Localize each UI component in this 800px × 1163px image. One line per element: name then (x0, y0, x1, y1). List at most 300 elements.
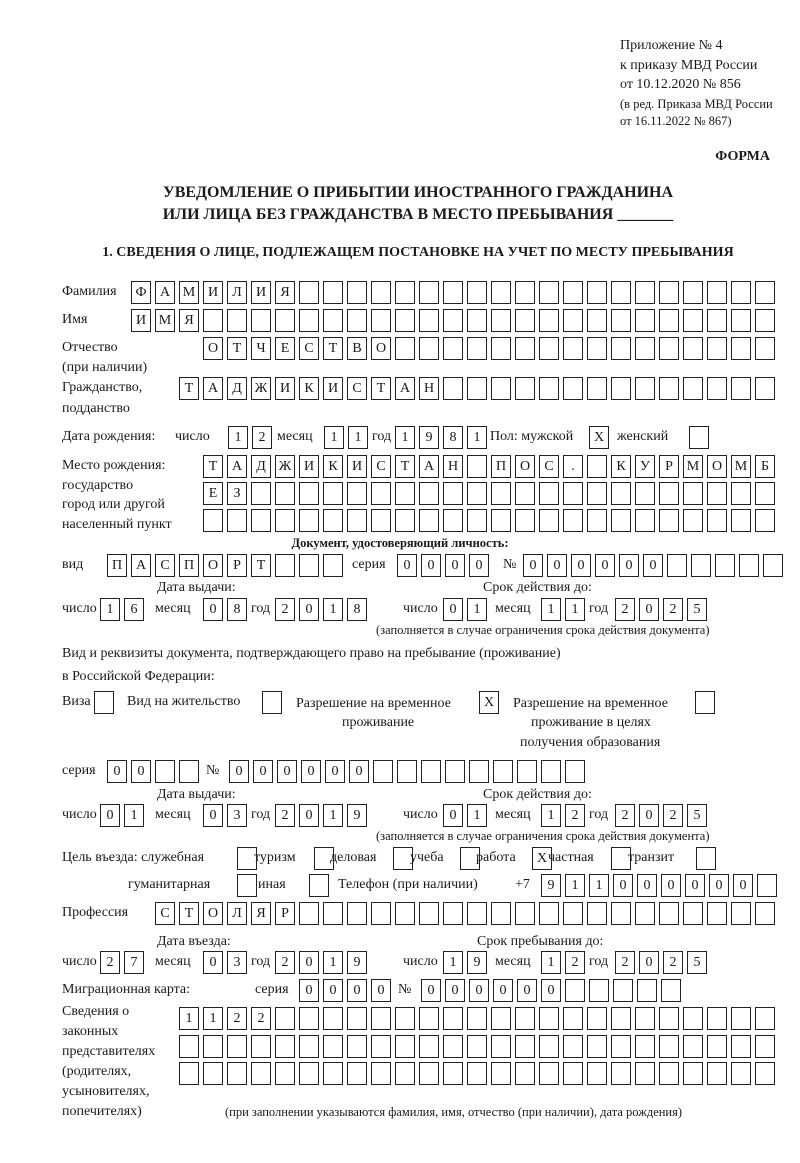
surname-box[interactable] (707, 281, 727, 304)
representatives-box[interactable] (659, 1007, 679, 1030)
representatives-box[interactable] (443, 1062, 463, 1085)
year-box[interactable]: 9 (347, 951, 367, 974)
birthplace-box[interactable] (251, 482, 271, 505)
birthplace-box[interactable] (443, 509, 463, 532)
citizenship-box[interactable] (515, 377, 535, 400)
birthplace-box[interactable] (635, 509, 655, 532)
representatives-box[interactable] (563, 1035, 583, 1058)
number-box[interactable] (715, 554, 735, 577)
year-box[interactable]: 0 (639, 598, 659, 621)
purpose-other-checkbox[interactable] (309, 874, 329, 897)
representatives-box[interactable] (275, 1062, 295, 1085)
citizenship-box[interactable]: С (347, 377, 367, 400)
representatives-box[interactable] (539, 1062, 559, 1085)
number-box[interactable] (661, 979, 681, 1002)
representatives-box[interactable] (299, 1035, 319, 1058)
birthplace-box[interactable] (659, 509, 679, 532)
month-box[interactable]: 2 (565, 951, 585, 974)
year-box[interactable]: 1 (395, 426, 415, 449)
birthplace-box[interactable]: С (539, 455, 559, 478)
representatives-box[interactable] (731, 1035, 751, 1058)
year-box[interactable]: 2 (615, 951, 635, 974)
citizenship-box[interactable]: К (299, 377, 319, 400)
day-box[interactable]: 1 (467, 598, 487, 621)
citizenship-box[interactable] (635, 377, 655, 400)
number-box[interactable] (397, 760, 417, 783)
surname-box[interactable]: И (203, 281, 223, 304)
profession-box[interactable] (395, 902, 415, 925)
birthplace-box[interactable] (275, 509, 295, 532)
doc-type-box[interactable]: С (155, 554, 175, 577)
year-box[interactable]: 1 (323, 804, 343, 827)
number-box[interactable] (763, 554, 783, 577)
representatives-box[interactable] (563, 1007, 583, 1030)
birthplace-box[interactable]: И (299, 455, 319, 478)
birthplace-box[interactable] (635, 482, 655, 505)
birthplace-box[interactable] (395, 482, 415, 505)
phone-box[interactable]: 0 (637, 874, 657, 897)
number-box[interactable] (667, 554, 687, 577)
birthplace-box[interactable]: Е (203, 482, 223, 505)
representatives-box[interactable] (683, 1035, 703, 1058)
month-box[interactable]: 3 (227, 951, 247, 974)
patronymic-box[interactable] (515, 337, 535, 360)
phone-box[interactable]: 9 (541, 874, 561, 897)
representatives-box[interactable] (323, 1035, 343, 1058)
profession-box[interactable]: Р (275, 902, 295, 925)
month-box[interactable]: 8 (227, 598, 247, 621)
representatives-box[interactable] (371, 1035, 391, 1058)
profession-box[interactable]: Т (179, 902, 199, 925)
birthplace-box[interactable]: Н (443, 455, 463, 478)
number-box[interactable] (469, 760, 489, 783)
representatives-box[interactable] (347, 1062, 367, 1085)
surname-box[interactable] (395, 281, 415, 304)
phone-box[interactable]: 1 (589, 874, 609, 897)
citizenship-box[interactable]: И (323, 377, 343, 400)
profession-box[interactable] (659, 902, 679, 925)
representatives-box[interactable] (635, 1062, 655, 1085)
name-box[interactable] (491, 309, 511, 332)
patronymic-box[interactable] (611, 337, 631, 360)
name-box[interactable] (659, 309, 679, 332)
number-box[interactable] (445, 760, 465, 783)
birthplace-box[interactable] (539, 509, 559, 532)
phone-box[interactable]: 0 (685, 874, 705, 897)
number-box[interactable]: 0 (253, 760, 273, 783)
citizenship-box[interactable] (443, 377, 463, 400)
year-box[interactable]: 2 (663, 598, 683, 621)
surname-box[interactable] (419, 281, 439, 304)
profession-box[interactable]: Л (227, 902, 247, 925)
representatives-box[interactable] (371, 1007, 391, 1030)
name-box[interactable] (371, 309, 391, 332)
year-box[interactable]: 5 (687, 951, 707, 974)
patronymic-box[interactable] (683, 337, 703, 360)
number-box[interactable] (589, 979, 609, 1002)
birthplace-box[interactable] (467, 509, 487, 532)
number-box[interactable] (565, 760, 585, 783)
month-box[interactable]: 3 (227, 804, 247, 827)
year-box[interactable]: 2 (663, 951, 683, 974)
year-box[interactable]: 2 (615, 804, 635, 827)
surname-box[interactable]: Я (275, 281, 295, 304)
birthplace-box[interactable] (323, 482, 343, 505)
number-box[interactable]: 0 (277, 760, 297, 783)
representatives-box[interactable] (707, 1062, 727, 1085)
birthplace-box[interactable] (587, 482, 607, 505)
surname-box[interactable]: М (179, 281, 199, 304)
birthplace-box[interactable] (299, 509, 319, 532)
citizenship-box[interactable] (587, 377, 607, 400)
number-box[interactable]: 0 (445, 979, 465, 1002)
name-box[interactable] (323, 309, 343, 332)
citizenship-box[interactable]: А (203, 377, 223, 400)
birthplace-box[interactable] (611, 482, 631, 505)
year-box[interactable]: 0 (639, 804, 659, 827)
name-box[interactable] (635, 309, 655, 332)
representatives-box[interactable] (227, 1062, 247, 1085)
patronymic-box[interactable]: Е (275, 337, 295, 360)
birthplace-box[interactable] (707, 509, 727, 532)
phone-box[interactable]: 1 (565, 874, 585, 897)
number-box[interactable]: 0 (493, 979, 513, 1002)
series-box[interactable] (179, 760, 199, 783)
patronymic-box[interactable] (707, 337, 727, 360)
birthplace-box[interactable]: Б (755, 455, 775, 478)
birthplace-box[interactable] (683, 509, 703, 532)
surname-box[interactable] (587, 281, 607, 304)
name-box[interactable] (707, 309, 727, 332)
patronymic-box[interactable] (539, 337, 559, 360)
surname-box[interactable] (755, 281, 775, 304)
profession-box[interactable] (635, 902, 655, 925)
representatives-box[interactable]: 2 (251, 1007, 271, 1030)
representatives-box[interactable] (323, 1062, 343, 1085)
profession-box[interactable] (419, 902, 439, 925)
year-box[interactable]: 9 (419, 426, 439, 449)
citizenship-box[interactable]: Т (371, 377, 391, 400)
representatives-box[interactable] (683, 1062, 703, 1085)
number-box[interactable]: 0 (301, 760, 321, 783)
patronymic-box[interactable] (755, 337, 775, 360)
representatives-box[interactable] (683, 1007, 703, 1030)
year-box[interactable]: 0 (299, 804, 319, 827)
profession-box[interactable] (371, 902, 391, 925)
birthplace-box[interactable] (659, 482, 679, 505)
day-box[interactable]: 0 (443, 598, 463, 621)
representatives-box[interactable] (659, 1062, 679, 1085)
representatives-box[interactable]: 1 (203, 1007, 223, 1030)
citizenship-box[interactable] (683, 377, 703, 400)
number-box[interactable]: 0 (643, 554, 663, 577)
representatives-box[interactable] (179, 1035, 199, 1058)
profession-box[interactable]: О (203, 902, 223, 925)
series-box[interactable]: 0 (397, 554, 417, 577)
year-box[interactable]: 0 (299, 951, 319, 974)
phone-box[interactable]: 0 (733, 874, 753, 897)
birthplace-box[interactable]: О (707, 455, 727, 478)
birthplace-box[interactable] (515, 482, 535, 505)
temp-residence-education-checkbox[interactable] (695, 691, 715, 714)
month-box[interactable]: 1 (324, 426, 344, 449)
purpose-transit-checkbox[interactable] (696, 847, 716, 870)
number-box[interactable]: 0 (469, 979, 489, 1002)
surname-box[interactable] (467, 281, 487, 304)
citizenship-box[interactable] (755, 377, 775, 400)
birthplace-box[interactable] (419, 509, 439, 532)
doc-type-box[interactable] (299, 554, 319, 577)
month-box[interactable]: 1 (541, 951, 561, 974)
name-box[interactable] (275, 309, 295, 332)
year-box[interactable]: 1 (467, 426, 487, 449)
day-box[interactable]: 2 (100, 951, 120, 974)
birthplace-box[interactable] (371, 509, 391, 532)
name-box[interactable] (539, 309, 559, 332)
birthplace-box[interactable]: М (731, 455, 751, 478)
representatives-box[interactable] (467, 1062, 487, 1085)
representatives-box[interactable] (563, 1062, 583, 1085)
citizenship-box[interactable] (707, 377, 727, 400)
phone-box[interactable]: 0 (661, 874, 681, 897)
surname-box[interactable] (539, 281, 559, 304)
year-box[interactable]: 8 (347, 598, 367, 621)
name-box[interactable] (227, 309, 247, 332)
citizenship-box[interactable]: Н (419, 377, 439, 400)
number-box[interactable]: 0 (421, 979, 441, 1002)
citizenship-box[interactable]: Т (179, 377, 199, 400)
year-box[interactable]: 0 (639, 951, 659, 974)
birthplace-box[interactable] (275, 482, 295, 505)
surname-box[interactable] (611, 281, 631, 304)
patronymic-box[interactable] (467, 337, 487, 360)
name-box[interactable] (563, 309, 583, 332)
birthplace-box[interactable] (323, 509, 343, 532)
patronymic-box[interactable] (731, 337, 751, 360)
purpose-humanitarian-checkbox[interactable] (237, 874, 257, 897)
series-box[interactable]: 0 (107, 760, 127, 783)
birthplace-box[interactable] (611, 509, 631, 532)
series-box[interactable]: 0 (469, 554, 489, 577)
series-box[interactable]: 0 (347, 979, 367, 1002)
birthplace-box[interactable] (587, 455, 607, 478)
name-box[interactable] (299, 309, 319, 332)
representatives-box[interactable] (443, 1007, 463, 1030)
representatives-box[interactable] (731, 1007, 751, 1030)
patronymic-box[interactable]: О (203, 337, 223, 360)
citizenship-box[interactable]: И (275, 377, 295, 400)
number-box[interactable] (691, 554, 711, 577)
surname-box[interactable] (443, 281, 463, 304)
representatives-box[interactable] (587, 1035, 607, 1058)
profession-box[interactable] (443, 902, 463, 925)
birthplace-box[interactable]: К (323, 455, 343, 478)
birthplace-box[interactable]: У (635, 455, 655, 478)
year-box[interactable]: 0 (299, 598, 319, 621)
day-box[interactable]: 0 (443, 804, 463, 827)
name-box[interactable] (443, 309, 463, 332)
birthplace-box[interactable] (227, 509, 247, 532)
representatives-box[interactable] (203, 1035, 223, 1058)
number-box[interactable] (517, 760, 537, 783)
birthplace-box[interactable] (563, 482, 583, 505)
surname-box[interactable] (659, 281, 679, 304)
year-box[interactable]: 5 (687, 804, 707, 827)
representatives-box[interactable] (347, 1035, 367, 1058)
birthplace-box[interactable] (731, 482, 751, 505)
day-box[interactable]: 1 (100, 598, 120, 621)
patronymic-box[interactable]: Т (227, 337, 247, 360)
patronymic-box[interactable] (491, 337, 511, 360)
number-box[interactable]: 0 (595, 554, 615, 577)
birthplace-box[interactable] (467, 455, 487, 478)
citizenship-box[interactable] (467, 377, 487, 400)
patronymic-box[interactable]: Т (323, 337, 343, 360)
series-box[interactable]: 0 (421, 554, 441, 577)
name-box[interactable] (731, 309, 751, 332)
doc-type-box[interactable]: О (203, 554, 223, 577)
birthplace-box[interactable]: Т (395, 455, 415, 478)
surname-box[interactable] (683, 281, 703, 304)
month-box[interactable]: 1 (541, 598, 561, 621)
representatives-box[interactable] (635, 1035, 655, 1058)
doc-type-box[interactable] (323, 554, 343, 577)
profession-box[interactable] (467, 902, 487, 925)
day-box[interactable]: 1 (124, 804, 144, 827)
birthplace-box[interactable] (755, 482, 775, 505)
patronymic-box[interactable] (419, 337, 439, 360)
representatives-box[interactable] (659, 1035, 679, 1058)
sex-male-checkbox[interactable]: X (589, 426, 609, 449)
birthplace-box[interactable] (203, 509, 223, 532)
series-box[interactable]: 0 (299, 979, 319, 1002)
number-box[interactable]: 0 (349, 760, 369, 783)
birthplace-box[interactable] (443, 482, 463, 505)
patronymic-box[interactable] (635, 337, 655, 360)
number-box[interactable] (613, 979, 633, 1002)
patronymic-box[interactable] (443, 337, 463, 360)
doc-type-box[interactable] (275, 554, 295, 577)
profession-box[interactable] (611, 902, 631, 925)
number-box[interactable] (373, 760, 393, 783)
day-box[interactable]: 9 (467, 951, 487, 974)
number-box[interactable] (541, 760, 561, 783)
month-box[interactable]: 1 (565, 598, 585, 621)
representatives-box[interactable] (707, 1007, 727, 1030)
profession-box[interactable] (347, 902, 367, 925)
birthplace-box[interactable]: Ж (275, 455, 295, 478)
citizenship-box[interactable] (491, 377, 511, 400)
year-box[interactable]: 2 (275, 598, 295, 621)
representatives-box[interactable] (395, 1062, 415, 1085)
surname-box[interactable]: Ф (131, 281, 151, 304)
month-box[interactable]: 0 (203, 951, 223, 974)
representatives-box[interactable] (323, 1007, 343, 1030)
citizenship-box[interactable] (611, 377, 631, 400)
name-box[interactable] (251, 309, 271, 332)
number-box[interactable]: 0 (229, 760, 249, 783)
name-box[interactable] (611, 309, 631, 332)
patronymic-box[interactable] (587, 337, 607, 360)
representatives-box[interactable] (299, 1007, 319, 1030)
representatives-box[interactable] (539, 1035, 559, 1058)
series-box[interactable] (155, 760, 175, 783)
representatives-box[interactable] (227, 1035, 247, 1058)
doc-type-box[interactable]: А (131, 554, 151, 577)
citizenship-box[interactable] (563, 377, 583, 400)
profession-box[interactable] (587, 902, 607, 925)
representatives-box[interactable] (755, 1062, 775, 1085)
birthplace-box[interactable]: Д (251, 455, 271, 478)
number-box[interactable] (637, 979, 657, 1002)
name-box[interactable] (467, 309, 487, 332)
doc-type-box[interactable]: Т (251, 554, 271, 577)
number-box[interactable]: 0 (541, 979, 561, 1002)
birthplace-box[interactable] (563, 509, 583, 532)
birthplace-box[interactable]: И (347, 455, 367, 478)
day-box[interactable]: 6 (124, 598, 144, 621)
birthplace-box[interactable]: А (419, 455, 439, 478)
patronymic-box[interactable]: В (347, 337, 367, 360)
representatives-box[interactable] (587, 1007, 607, 1030)
representatives-box[interactable]: 2 (227, 1007, 247, 1030)
birthplace-box[interactable] (683, 482, 703, 505)
representatives-box[interactable] (491, 1062, 511, 1085)
patronymic-box[interactable]: С (299, 337, 319, 360)
representatives-box[interactable] (611, 1007, 631, 1030)
representatives-box[interactable] (539, 1007, 559, 1030)
representatives-box[interactable] (419, 1007, 439, 1030)
number-box[interactable] (565, 979, 585, 1002)
month-box[interactable]: 1 (348, 426, 368, 449)
sex-female-checkbox[interactable] (689, 426, 709, 449)
birthplace-box[interactable] (539, 482, 559, 505)
patronymic-box[interactable]: Ч (251, 337, 271, 360)
doc-type-box[interactable]: Р (227, 554, 247, 577)
citizenship-box[interactable] (659, 377, 679, 400)
profession-box[interactable] (683, 902, 703, 925)
representatives-box[interactable] (419, 1062, 439, 1085)
purpose-work-checkbox[interactable]: X (532, 847, 552, 870)
representatives-box[interactable] (515, 1062, 535, 1085)
name-box[interactable]: И (131, 309, 151, 332)
birthplace-box[interactable]: Р (659, 455, 679, 478)
day-box[interactable]: 2 (252, 426, 272, 449)
representatives-box[interactable] (395, 1035, 415, 1058)
representatives-box[interactable] (179, 1062, 199, 1085)
representatives-box[interactable] (299, 1062, 319, 1085)
surname-box[interactable] (491, 281, 511, 304)
name-box[interactable]: Я (179, 309, 199, 332)
number-box[interactable] (739, 554, 759, 577)
surname-box[interactable] (731, 281, 751, 304)
surname-box[interactable]: А (155, 281, 175, 304)
series-box[interactable]: 0 (371, 979, 391, 1002)
series-box[interactable]: 0 (445, 554, 465, 577)
birthplace-box[interactable] (731, 509, 751, 532)
representatives-box[interactable] (395, 1007, 415, 1030)
birthplace-box[interactable] (347, 482, 367, 505)
representatives-box[interactable] (707, 1035, 727, 1058)
year-box[interactable]: 1 (323, 951, 343, 974)
doc-type-box[interactable]: П (107, 554, 127, 577)
surname-box[interactable] (563, 281, 583, 304)
representatives-box[interactable] (611, 1062, 631, 1085)
name-box[interactable] (755, 309, 775, 332)
representatives-box[interactable] (419, 1035, 439, 1058)
representatives-box[interactable] (275, 1007, 295, 1030)
profession-box[interactable] (539, 902, 559, 925)
